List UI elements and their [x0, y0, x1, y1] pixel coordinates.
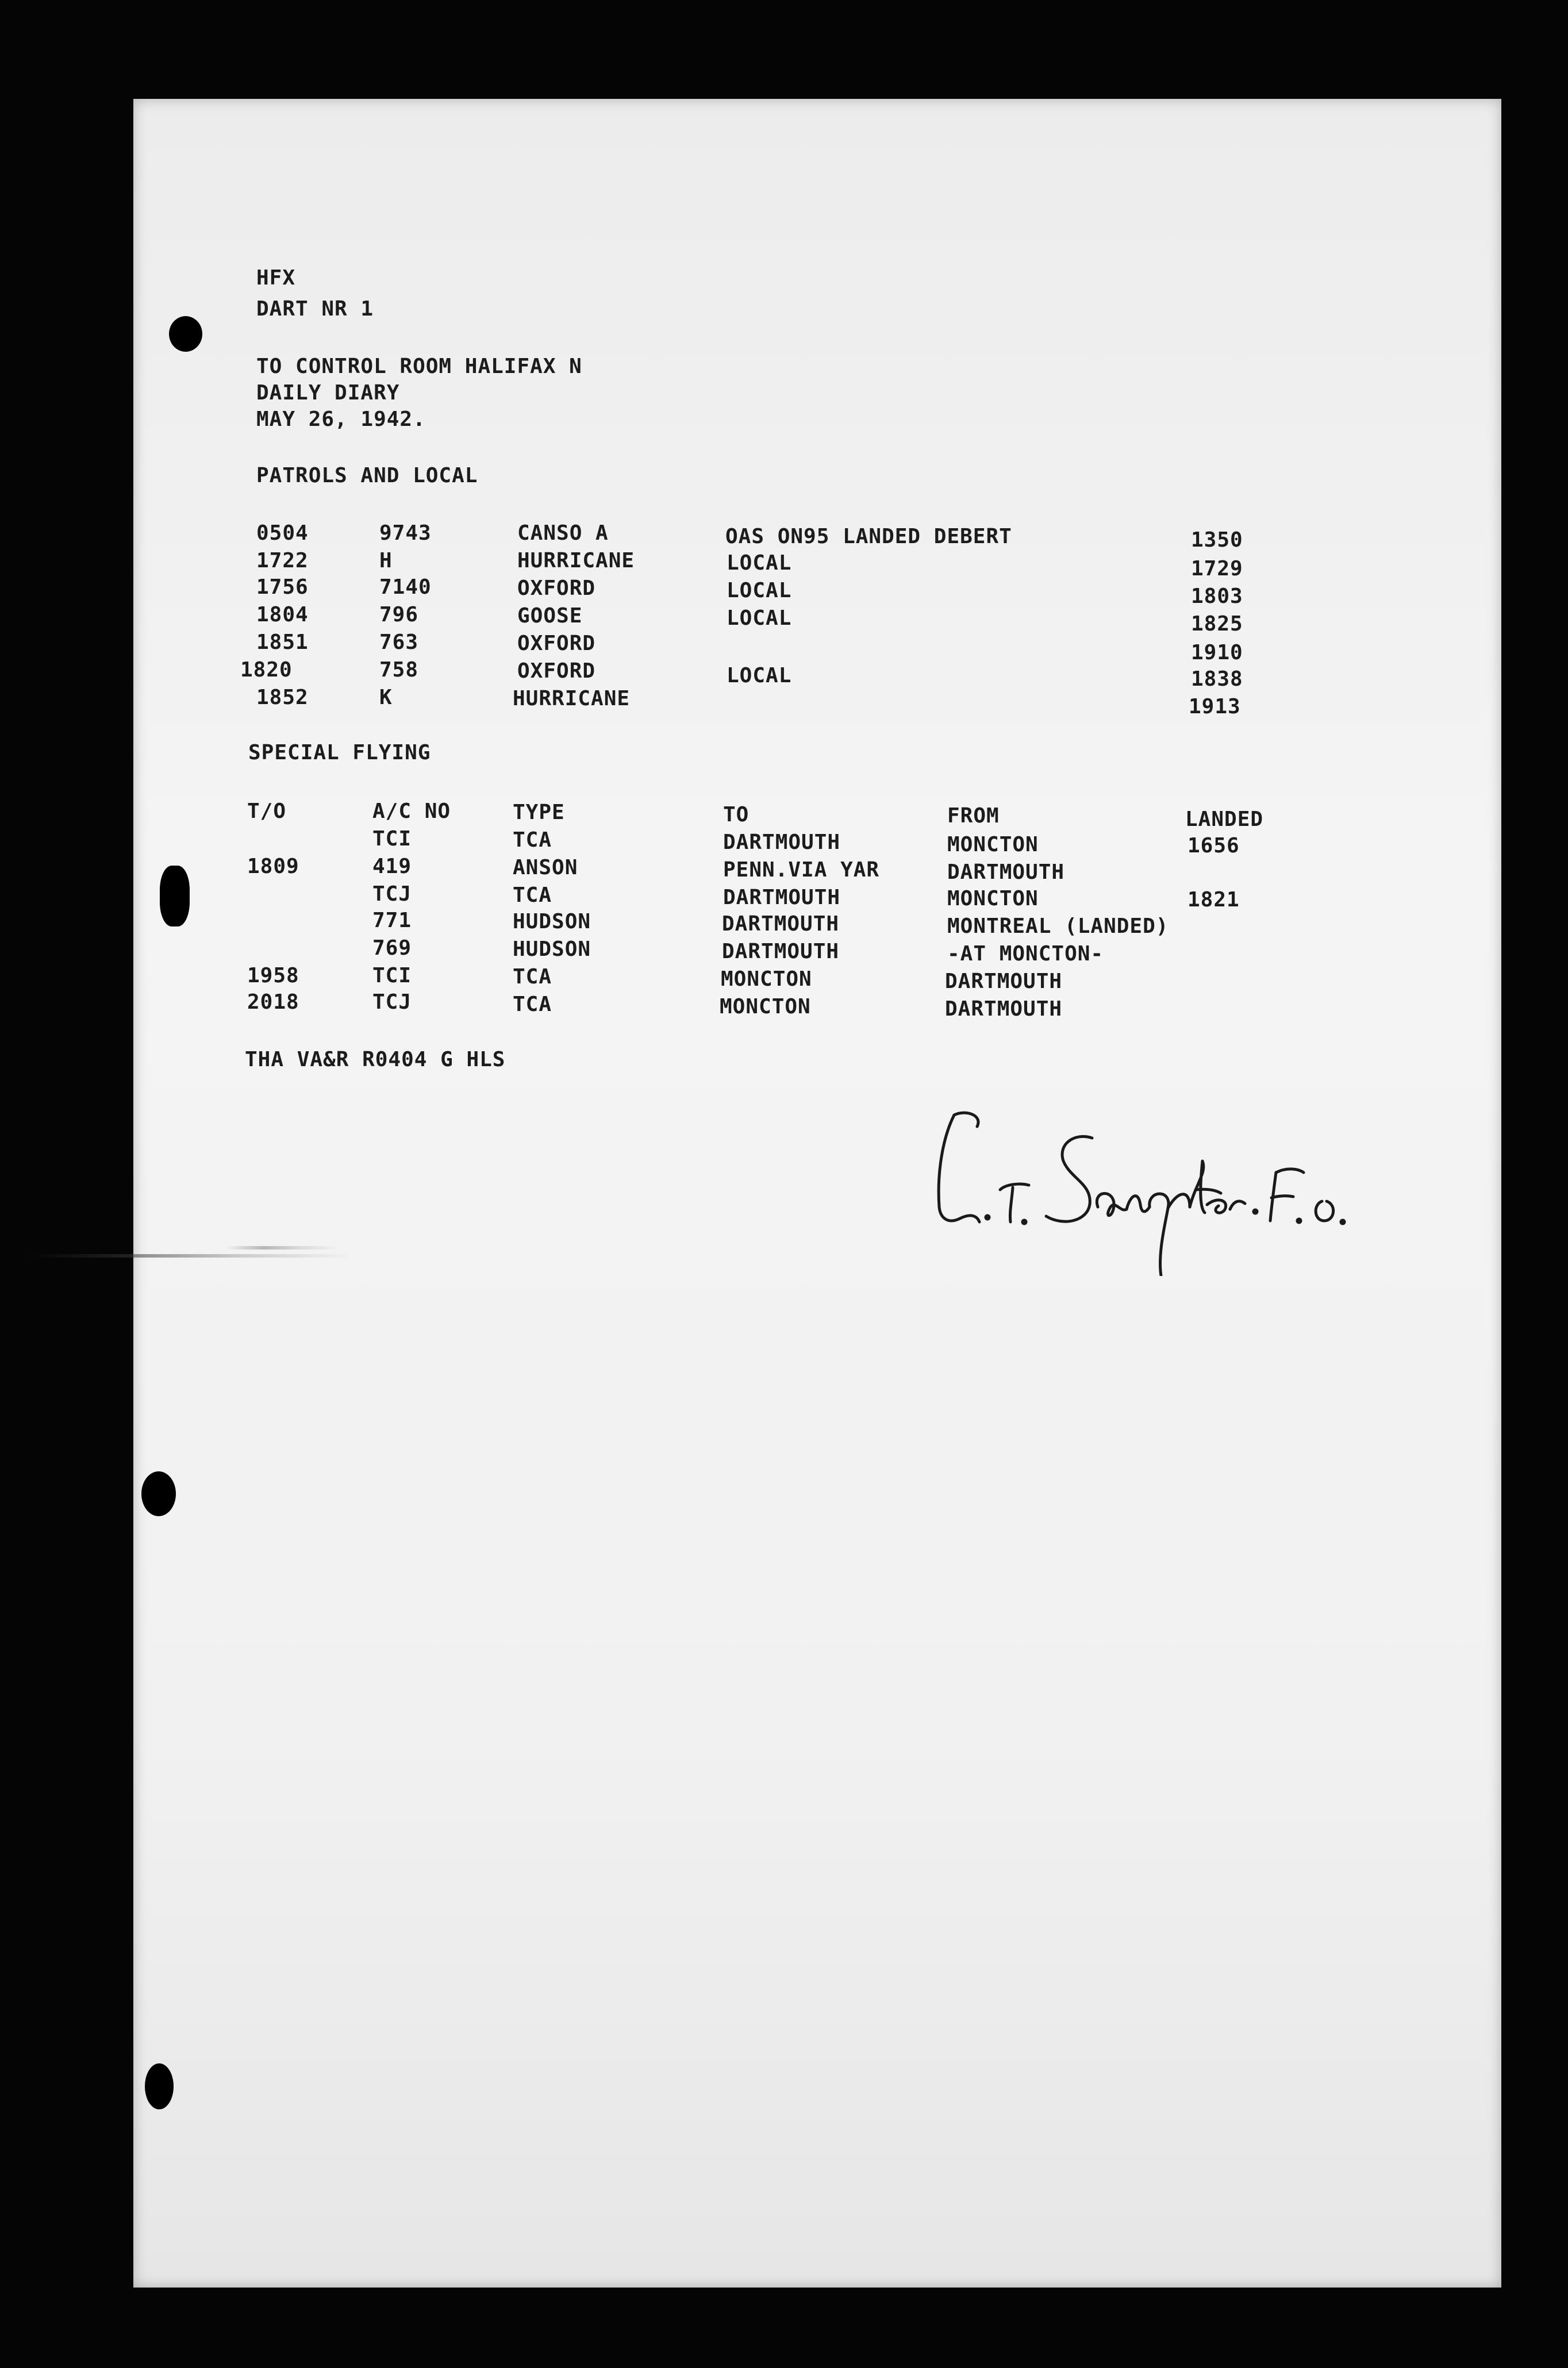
header-line-2: DART NR 1: [256, 297, 374, 321]
special-to: DARTMOUTH: [722, 940, 840, 963]
special-from: DARTMOUTH: [945, 970, 1063, 993]
patrol-time: 1820: [240, 658, 293, 682]
header-to: TO CONTROL ROOM HALIFAX N: [256, 355, 582, 378]
special-type: HUDSON: [513, 910, 591, 933]
patrol-landed: 1910: [1191, 641, 1243, 664]
patrol-aircraft: 796: [379, 603, 419, 626]
patrol-landed: 1803: [1191, 585, 1243, 608]
patrol-detail: LOCAL: [727, 664, 792, 687]
special-type: TCA: [513, 883, 552, 907]
special-type: TCA: [513, 828, 552, 852]
special-to: DARTMOUTH: [722, 912, 840, 936]
patrol-landed: 1350: [1191, 528, 1243, 552]
special-type: ANSON: [513, 856, 578, 879]
patrol-type: CANSO A: [517, 521, 609, 545]
header-date: MAY 26, 1942.: [256, 408, 426, 431]
special-landed: 1821: [1187, 888, 1240, 912]
patrol-time: 1804: [256, 603, 309, 626]
patrol-type: HURRICANE: [513, 687, 631, 710]
punch-hole: [141, 1471, 176, 1516]
special-to: DARTMOUTH: [723, 831, 841, 854]
special-takeoff: 2018: [247, 990, 299, 1014]
special-aircraft: 419: [372, 855, 412, 878]
patrol-detail: LOCAL: [727, 606, 792, 630]
special-from: MONCTON: [947, 833, 1039, 856]
special-takeoff: 1958: [247, 964, 299, 987]
special-aircraft: TCJ: [372, 882, 412, 906]
column-header-to: TO: [723, 803, 750, 827]
header-title: DAILY DIARY: [256, 381, 400, 405]
patrol-time: 1756: [256, 575, 309, 599]
special-to: PENN.VIA YAR: [723, 858, 880, 882]
patrols-heading: PATROLS AND LOCAL: [256, 464, 478, 487]
special-to: DARTMOUTH: [723, 886, 841, 909]
handwritten-signature: [920, 1104, 1437, 1276]
special-type: HUDSON: [513, 937, 591, 961]
patrol-landed: 1729: [1191, 557, 1243, 581]
punch-hole: [145, 2063, 174, 2109]
patrol-detail: LOCAL: [727, 579, 792, 602]
column-header-takeoff: T/O: [247, 799, 287, 823]
patrol-time: 0504: [256, 521, 309, 545]
patrol-aircraft: 763: [379, 631, 419, 654]
header-line-1: HFX: [256, 266, 296, 290]
special-type: TCA: [513, 965, 552, 989]
patrol-aircraft: 758: [379, 658, 419, 682]
special-aircraft: TCI: [372, 964, 412, 987]
special-takeoff: 1809: [247, 855, 299, 878]
special-from: DARTMOUTH: [945, 997, 1063, 1021]
punch-hole: [169, 316, 202, 352]
column-header-landed: LANDED: [1185, 808, 1264, 831]
special-landed: 1656: [1187, 834, 1240, 858]
column-header-aircraft: A/C NO: [372, 799, 451, 823]
special-type: TCA: [513, 993, 552, 1016]
patrol-type: GOOSE: [517, 604, 583, 628]
special-from: MONCTON: [947, 887, 1039, 910]
special-to: MONCTON: [721, 967, 812, 991]
ink-smudge: [225, 1246, 340, 1250]
patrol-time: 1722: [256, 549, 309, 572]
patrol-landed: 1825: [1191, 612, 1243, 636]
patrol-aircraft: K: [379, 686, 393, 709]
punch-hole: [160, 866, 190, 927]
patrol-time: 1851: [256, 631, 309, 654]
special-to: MONCTON: [720, 995, 811, 1018]
special-heading: SPECIAL FLYING: [248, 741, 431, 764]
patrol-aircraft: H: [379, 549, 393, 572]
patrol-time: 1852: [256, 686, 309, 709]
special-aircraft: TCJ: [372, 990, 412, 1014]
patrol-aircraft: 9743: [379, 521, 432, 545]
patrol-landed: 1913: [1189, 695, 1241, 718]
patrol-landed: 1838: [1191, 667, 1243, 691]
column-header-type: TYPE: [513, 801, 565, 824]
patrol-type: HURRICANE: [517, 549, 635, 572]
patrol-detail: LOCAL: [727, 551, 792, 575]
special-from: MONTREAL (LANDED): [947, 914, 1169, 938]
patrol-detail: OAS ON95 LANDED DEBERT: [725, 525, 1012, 548]
ink-smudge: [30, 1254, 352, 1258]
special-aircraft: 769: [372, 936, 412, 960]
special-aircraft: TCI: [372, 827, 412, 851]
special-aircraft: 771: [372, 909, 412, 932]
patrol-type: OXFORD: [517, 576, 596, 600]
patrol-type: OXFORD: [517, 659, 596, 683]
patrol-aircraft: 7140: [379, 575, 432, 599]
special-from: -AT MONCTON-: [947, 942, 1104, 966]
column-header-from: FROM: [947, 804, 1000, 828]
patrol-type: OXFORD: [517, 632, 596, 655]
footer-line: THA VA&R R0404 G HLS: [245, 1048, 506, 1071]
special-from: DARTMOUTH: [947, 860, 1065, 884]
